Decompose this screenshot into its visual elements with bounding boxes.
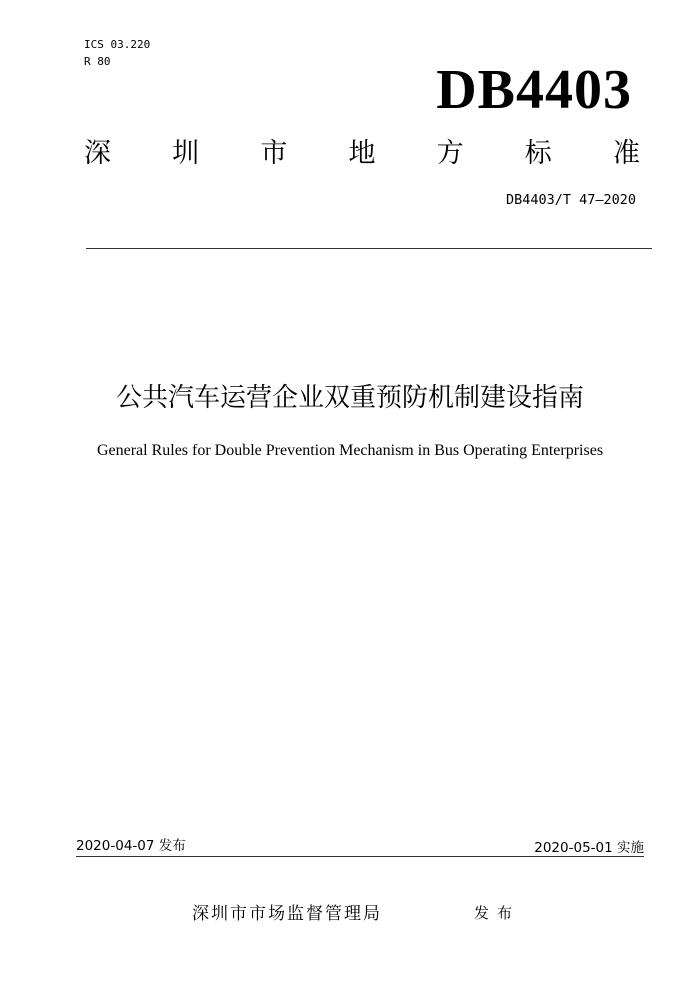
standard-logo: DB4403 bbox=[436, 59, 632, 121]
standard-type-char: 圳 bbox=[172, 138, 200, 169]
header-divider bbox=[86, 248, 652, 249]
standard-type-char: 深 bbox=[84, 138, 111, 169]
footer-divider bbox=[76, 856, 644, 857]
standard-type-char: 准 bbox=[612, 138, 640, 169]
issue-label: 发布 bbox=[474, 904, 521, 922]
standard-type-char: 方 bbox=[436, 138, 464, 169]
standard-type-char: 地 bbox=[348, 138, 376, 169]
implement-date: 2020-05-01 实施 bbox=[534, 840, 644, 856]
ics-code: ICS 03.220 bbox=[84, 38, 151, 51]
title-chinese: 公共汽车运营企业双重预防机制建设指南 bbox=[115, 383, 584, 413]
publish-date: 2020-04-07 发布 bbox=[76, 838, 186, 854]
issuer-name: 深圳市市场监督管理局 bbox=[192, 904, 382, 924]
title-english: General Rules for Double Prevention Mechanism in Bus Operating Enterprises bbox=[96, 442, 604, 459]
standard-type bbox=[84, 136, 640, 172]
standard-number: DB4403/T 47—2020 bbox=[505, 192, 636, 208]
standard-type-char: 市 bbox=[260, 138, 288, 169]
classification-code: R 80 bbox=[84, 55, 111, 68]
standard-type-char: 标 bbox=[524, 138, 552, 169]
